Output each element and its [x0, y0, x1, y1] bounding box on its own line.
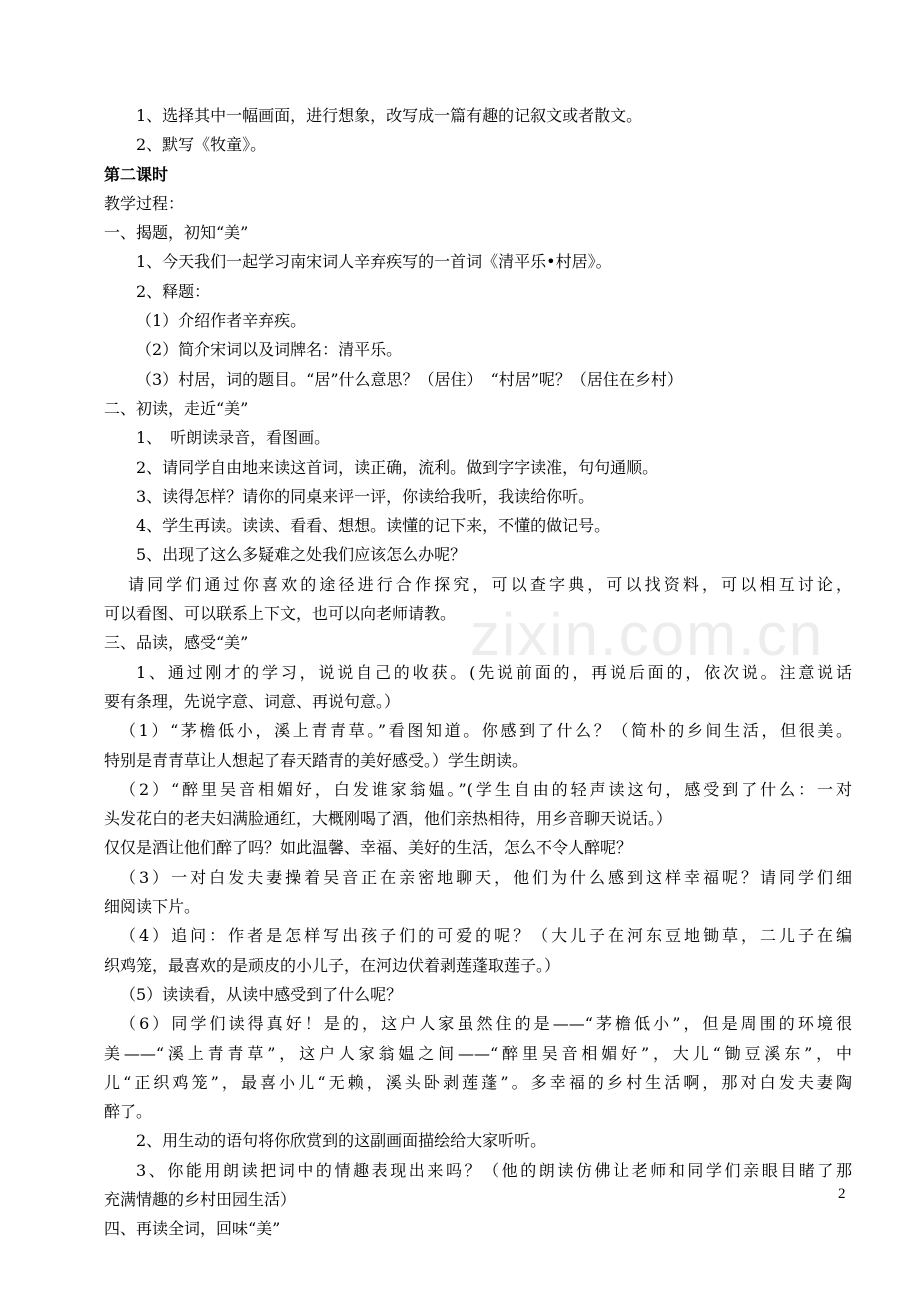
text-line: 3、读得怎样？请你的同桌来评一评，你读给我听，我读给你听。: [136, 486, 595, 506]
text-line: 特别是青青草让人想起了春天踏青的美好感受。）学生朗读。: [104, 750, 529, 770]
text-line: （3）村居，词的题目。“居”什么意思？（居住） “村居”呢？（居住在乡村）: [136, 369, 683, 389]
text-line: 仅仅是酒让他们醉了吗？如此温馨、幸福、美好的生活，怎么不令人醉呢？: [104, 838, 633, 858]
section-title: 三、品读，感受“美”: [104, 633, 249, 653]
section-title: 四、再读全词，回味“美”: [104, 1219, 281, 1239]
section-title: 二、初读，走近“美”: [104, 398, 249, 418]
text-line: 4、学生再读。读读、看看、想想。读懂的记下来，不懂的做记号。: [136, 516, 611, 536]
text-line: 织鸡笼，最喜欢的是顽皮的小儿子，在河边伏着剥莲蓬取莲子。）: [104, 955, 561, 975]
text-line: 3、你能用朗读把词中的情趣表现出来吗？（他的朗读仿佛让老师和同学们亲眼目睹了那: [136, 1160, 852, 1180]
text-line: （2）简介宋词以及词牌名：清平乐。: [136, 340, 403, 360]
text-line: 要有条理，先说字意、词意、再说句意。）: [104, 691, 401, 711]
text-line: 2、释题：: [136, 281, 211, 301]
text-line: 1、 听朗读录音，看图画。: [136, 428, 331, 448]
text-line: （1）“茅檐低小，溪上青青草。”看图知道。你感到了什么？（简朴的乡间生活，但很美。: [120, 721, 852, 741]
text-line: （1）介绍作者辛弃疾。: [136, 311, 307, 331]
text-line: 2、用生动的语句将你欣赏到的这副画面描绘给大家听听。: [136, 1131, 547, 1151]
text-line: 2、默写《牧童》。: [136, 135, 267, 155]
text-line: （6）同学们读得真好！是的，这户人家虽然住的是——“茅檐低小”，但是周围的环境很: [120, 1014, 852, 1034]
text-line: 请同学们通过你喜欢的途径进行合作探究，可以查字典，可以找资料，可以相互讨论，: [128, 574, 852, 594]
text-line: 头发花白的老夫妇满脸通红，大概刚喝了酒，他们亲热相待，用乡音聊天说话。）: [104, 809, 673, 829]
text-line: 儿“正织鸡笼”，最喜小儿“无赖，溪头卧剥莲蓬”。多幸福的乡村生活啊，那对白发夫妻陶: [104, 1072, 852, 1092]
watermark: zixin.com.cn: [470, 601, 825, 668]
text-line: 细阅读下片。: [104, 897, 201, 917]
text-line: （5）读读看，从读中感受到了什么呢？: [120, 984, 403, 1004]
text-line: （4）追问：作者是怎样写出孩子们的可爱的呢？（大儿子在河东豆地锄草，二儿子在编: [120, 926, 852, 946]
text-line: 1、选择其中一幅画面，进行想象，改写成一篇有趣的记叙文或者散文。: [136, 106, 643, 125]
text-line: 可以看图、可以联系上下文，也可以向老师请教。: [104, 604, 457, 624]
text-line: （2）“醉里吴音相媚好，白发谁家翁媪。”(学生自由的轻声读这句，感受到了什么：一对: [120, 779, 852, 799]
text-line: 教学过程：: [104, 193, 185, 213]
text-line: 充满情趣的乡村田园生活）: [104, 1189, 297, 1209]
page-number: 2: [838, 1186, 846, 1202]
text-line: 1、今天我们一起学习南宋词人辛弃疾写的一首词《清平乐•村居》。: [136, 252, 612, 272]
section-title: 一、揭题，初知“美”: [104, 223, 249, 243]
text-line: 美——“溪上青青草”，这户人家翁媪之间——“醉里吴音相媚好”，大儿“锄豆溪东”，中: [104, 1043, 852, 1063]
section-heading: 第二课时: [104, 164, 169, 184]
text-line: （3）一对白发夫妻操着吴音正在亲密地聊天，他们为什么感到这样幸福呢？请同学们细: [120, 867, 852, 887]
text-line: 5、出现了这么多疑难之处我们应该怎么办呢？: [136, 545, 467, 565]
text-line: 2、请同学自由地来读这首词，读正确，流利。做到字字读准，句句通顺。: [136, 457, 659, 477]
document-page: [104, 101, 852, 1244]
text-line: 醉了。: [104, 1102, 153, 1122]
text-line: 1、通过刚才的学习，说说自己的收获。(先说前面的，再说后面的，依次说。注意说话: [136, 662, 852, 682]
